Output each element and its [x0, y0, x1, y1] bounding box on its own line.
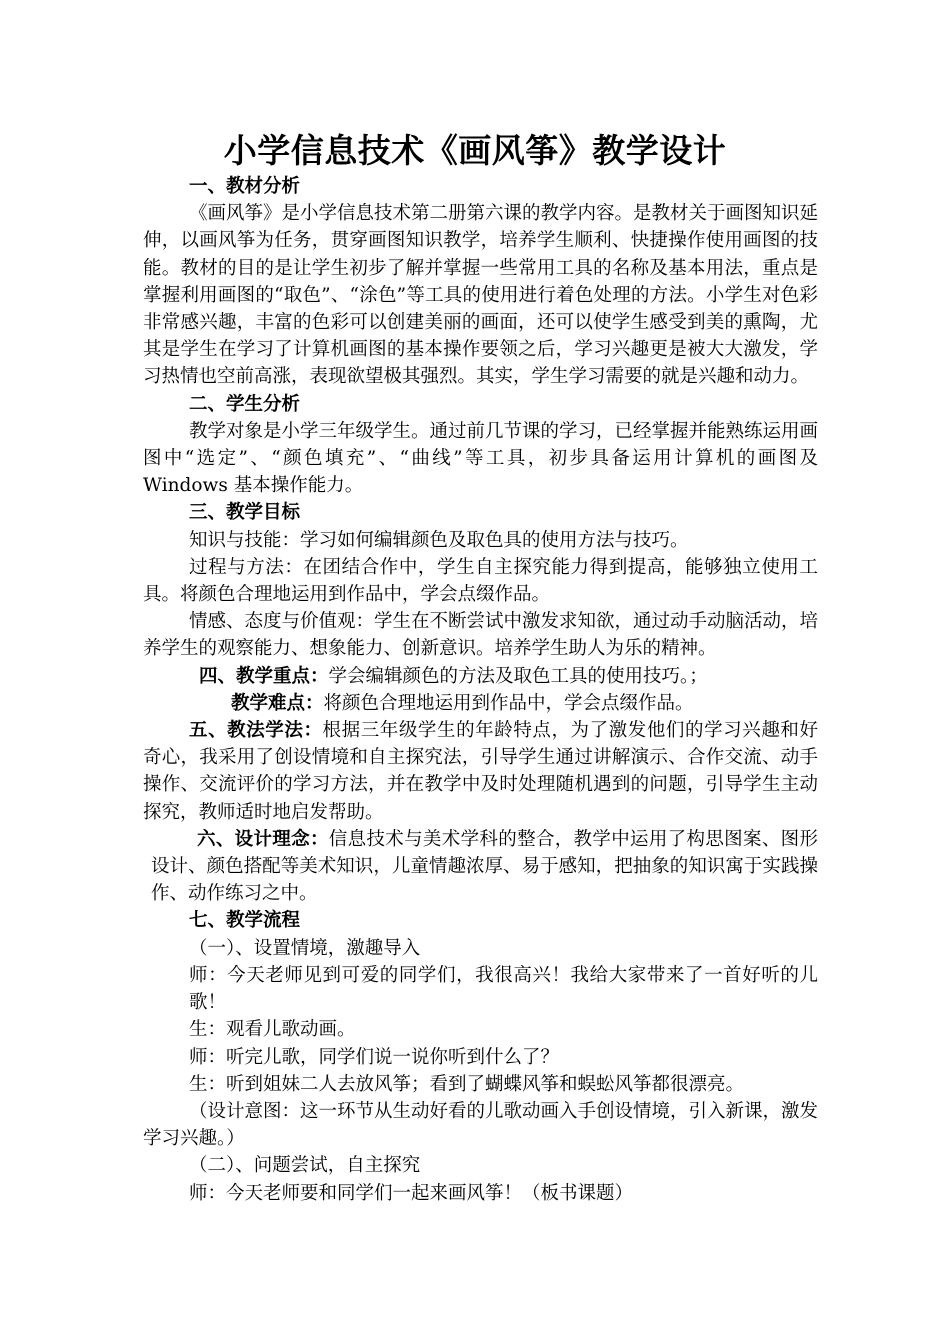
paragraph-teacher-3: 师：今天老师要和同学们一起来画风筝！（板书课题） [189, 1182, 634, 1204]
difficult-points-text: 将颜色合理地运用到作品中，学会点缀作品。 [323, 692, 694, 714]
section-heading-7: 七、教学流程 [189, 910, 301, 932]
paragraph-design-intent: （设计意图：这一环节从生动好看的儿歌动画入手创设情境，引入新课，激发学习兴趣。） [143, 1100, 819, 1150]
paragraph-key-points [143, 663, 818, 690]
paragraph-student-1: 生：观看儿歌动画。 [189, 1019, 356, 1041]
document-body [143, 173, 818, 1207]
design-concept-text: 信息技术与美术学科的整合，教学中运用了构思图案、图形设计、颜色搭配等美术知识，儿童情趣浓厚、易于感知，把抽象的知识寓于实践操作、动作练习之中。 [151, 828, 818, 905]
paragraph-teacher-1: 师：今天老师见到可爱的同学们，我很高兴！我给大家带来了一首好听的儿歌！ [189, 964, 818, 1014]
design-concept-label: 六、设计理念： [197, 828, 329, 850]
paragraph-step-1: （一）、设置情境，激趣导入 [189, 937, 421, 959]
paragraph-goal-emotion: 情感、态度与价值观：学生在不断尝试中激发求知欲，通过动手动脑活动，培养学生的观察能力、想象能力、创新意识。培养学生助人为乐的精神。 [143, 611, 819, 660]
section-heading-3: 三、教学目标 [189, 502, 301, 524]
difficult-points-label: 教学难点： [231, 692, 324, 714]
document-title: 小学信息技术《画风筝》教学设计 [223, 131, 727, 170]
section-heading-1: 一、教材分析 [189, 176, 301, 197]
paragraph-student-2: 生：听到姐妹二人去放风筝；看到了蝴蝶风筝和蜈蚣风筝都很漂亮。 [189, 1073, 745, 1095]
teaching-methods-label: 五、教法学法： [189, 720, 323, 742]
paragraph-goal-knowledge: 知识与技能：学习如何编辑颜色及取色具的使用方法与技巧。 [189, 529, 689, 551]
paragraph-teaching-methods [143, 717, 818, 826]
key-points-text: 学会编辑颜色的方法及取色工具的使用技巧。； [328, 665, 708, 687]
section-heading-2: 二、学生分析 [189, 393, 301, 415]
key-points-label: 四、教学重点： [199, 665, 329, 687]
paragraph-textbook-analysis: 《画风筝》是小学信息技术第二册第六课的教学内容。是教材关于画图知识延伸，以画风筝为任务，贯穿画图知识教学，培养学生顺利、快捷操作使用画图的技能。教材的目的是让学生初步了解并掌握一些常用工具的名称及基本用法，重点是掌握利用画图的“取色”、“涂色”等工具的使用进行着色处理的方法。小学生对色彩非常感兴趣，丰富的色彩可以创建美丽的画面，还可以使学生感受到美的熏陶，尤其是学生在学习了计算机画图的基本操作要领之后，学习兴趣更是被大大激发，学习热情也空前高涨，表现欲望极其强烈。其实，学生学习需要的就是兴趣和动力。 [143, 203, 819, 388]
teaching-methods-text: 根据三年级学生的年龄特点，为了激发他们的学习兴趣和好奇心，我采用了创设情境和自主探究法，引导学生通过讲解演示、合作交流、动手操作、交流评价的学习方法，并在教学中及时处理随机遇到的问题，引导学生主动探究，教师适时地启发帮助。 [143, 720, 818, 823]
paragraph-design-concept [143, 826, 818, 908]
paragraph-student-analysis: 教学对象是小学三年级学生。通过前几节课的学习，已经掌握并能熟练运用画图中“选定”、“颜色填充”、“曲线”等工具，初步具备运用计算机的画图及 Windows 基本操作能力。 [143, 420, 819, 497]
paragraph-difficult-points [143, 690, 818, 717]
paragraph-goal-process: 过程与方法：在团结合作中，学生自主探究能力得到提高，能够独立使用工具。将颜色合理地运用到作品中，学会点缀作品。 [143, 556, 818, 606]
paragraph-teacher-2: 师：听完儿歌，同学们说一说你听到什么了？ [189, 1046, 560, 1068]
paragraph-step-2: （二）、问题尝试，自主探究 [189, 1155, 421, 1177]
